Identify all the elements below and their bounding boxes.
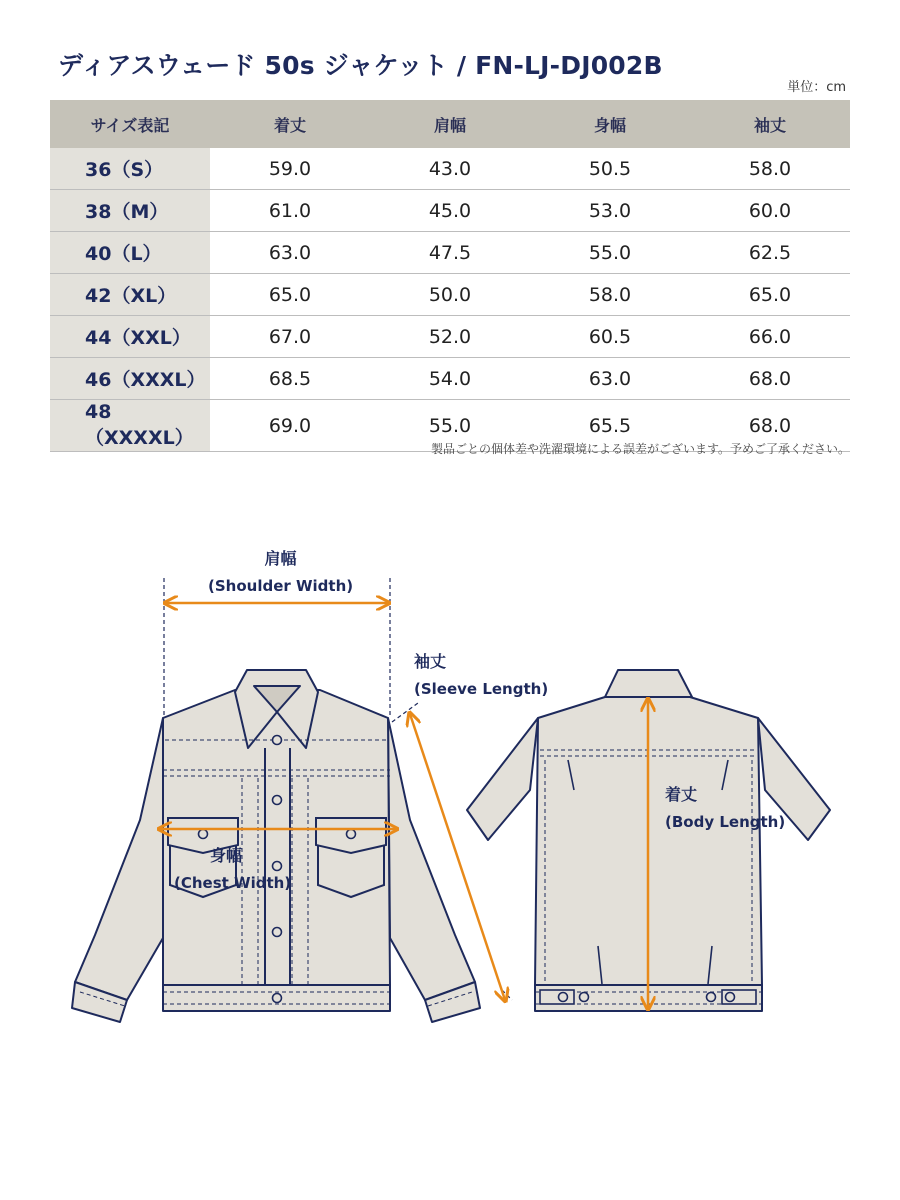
value-cell: 61.0 [210,190,370,232]
value-cell: 47.5 [370,232,530,274]
chest-label-jp: 身幅 [210,846,243,865]
value-cell: 65.5 [530,400,690,452]
header-body-length: 着丈 [210,100,370,148]
shoulder-width-label [208,546,353,595]
value-cell: 63.0 [530,358,690,400]
sleeve-label-en: (Sleeve Length) [414,680,549,698]
value-cell: 58.0 [530,274,690,316]
right-sleeve [388,718,475,1000]
value-cell: 43.0 [370,148,530,190]
value-cell: 62.5 [690,232,850,274]
size-cell: 44（XXL） [50,316,210,358]
chest-label-en: (Chest Width) [174,874,292,892]
value-cell: 65.0 [690,274,850,316]
value-cell: 50.0 [370,274,530,316]
size-cell: 48（XXXXL） [50,400,210,452]
value-cell: 50.5 [530,148,690,190]
value-cell: 53.0 [530,190,690,232]
body-length-label [665,782,785,831]
disclaimer-note: 製品ごとの個体差や洗濯環境による誤差がございます。予めご了承ください。 [430,442,850,456]
value-cell: 68.0 [690,358,850,400]
value-cell: 60.0 [690,190,850,232]
value-cell: 55.0 [370,400,530,452]
body-label-jp: 着丈 [665,785,698,804]
sleeve-length-label [414,649,548,698]
size-cell: 38（M） [50,190,210,232]
chest-width-label [174,843,291,892]
back-left-sleeve [467,718,538,840]
shoulder-label-en: (Shoulder Width) [208,577,354,595]
size-cell: 42（XL） [50,274,210,316]
back-collar [605,670,692,697]
sleeve-label-jp: 袖丈 [414,652,447,671]
value-cell: 65.0 [210,274,370,316]
size-cell: 46（XXXL） [50,358,210,400]
header-sleeve-length: 袖丈 [690,100,850,148]
value-cell: 59.0 [210,148,370,190]
value-cell: 67.0 [210,316,370,358]
body-label-en: (Body Length) [665,813,786,831]
value-cell: 52.0 [370,316,530,358]
value-cell: 66.0 [690,316,850,358]
size-cell: 40（L） [50,232,210,274]
value-cell: 63.0 [210,232,370,274]
header-shoulder-width: 肩幅 [370,100,530,148]
value-cell: 68.5 [210,358,370,400]
size-cell: 36（S） [50,148,210,190]
value-cell: 45.0 [370,190,530,232]
shoulder-label-jp: 肩幅 [264,549,297,568]
page-title: ディアスウェード 50s ジャケット / FN-LJ-DJ002B [58,51,663,80]
value-cell: 54.0 [370,358,530,400]
unit-label: 単位：cm [787,80,846,95]
value-cell: 69.0 [210,400,370,452]
value-cell: 58.0 [690,148,850,190]
value-cell: 55.0 [530,232,690,274]
left-sleeve [75,718,163,1000]
header-chest-width: 身幅 [530,100,690,148]
header-size: サイズ表記 [50,100,210,148]
value-cell: 60.5 [530,316,690,358]
value-cell: 68.0 [690,400,850,452]
